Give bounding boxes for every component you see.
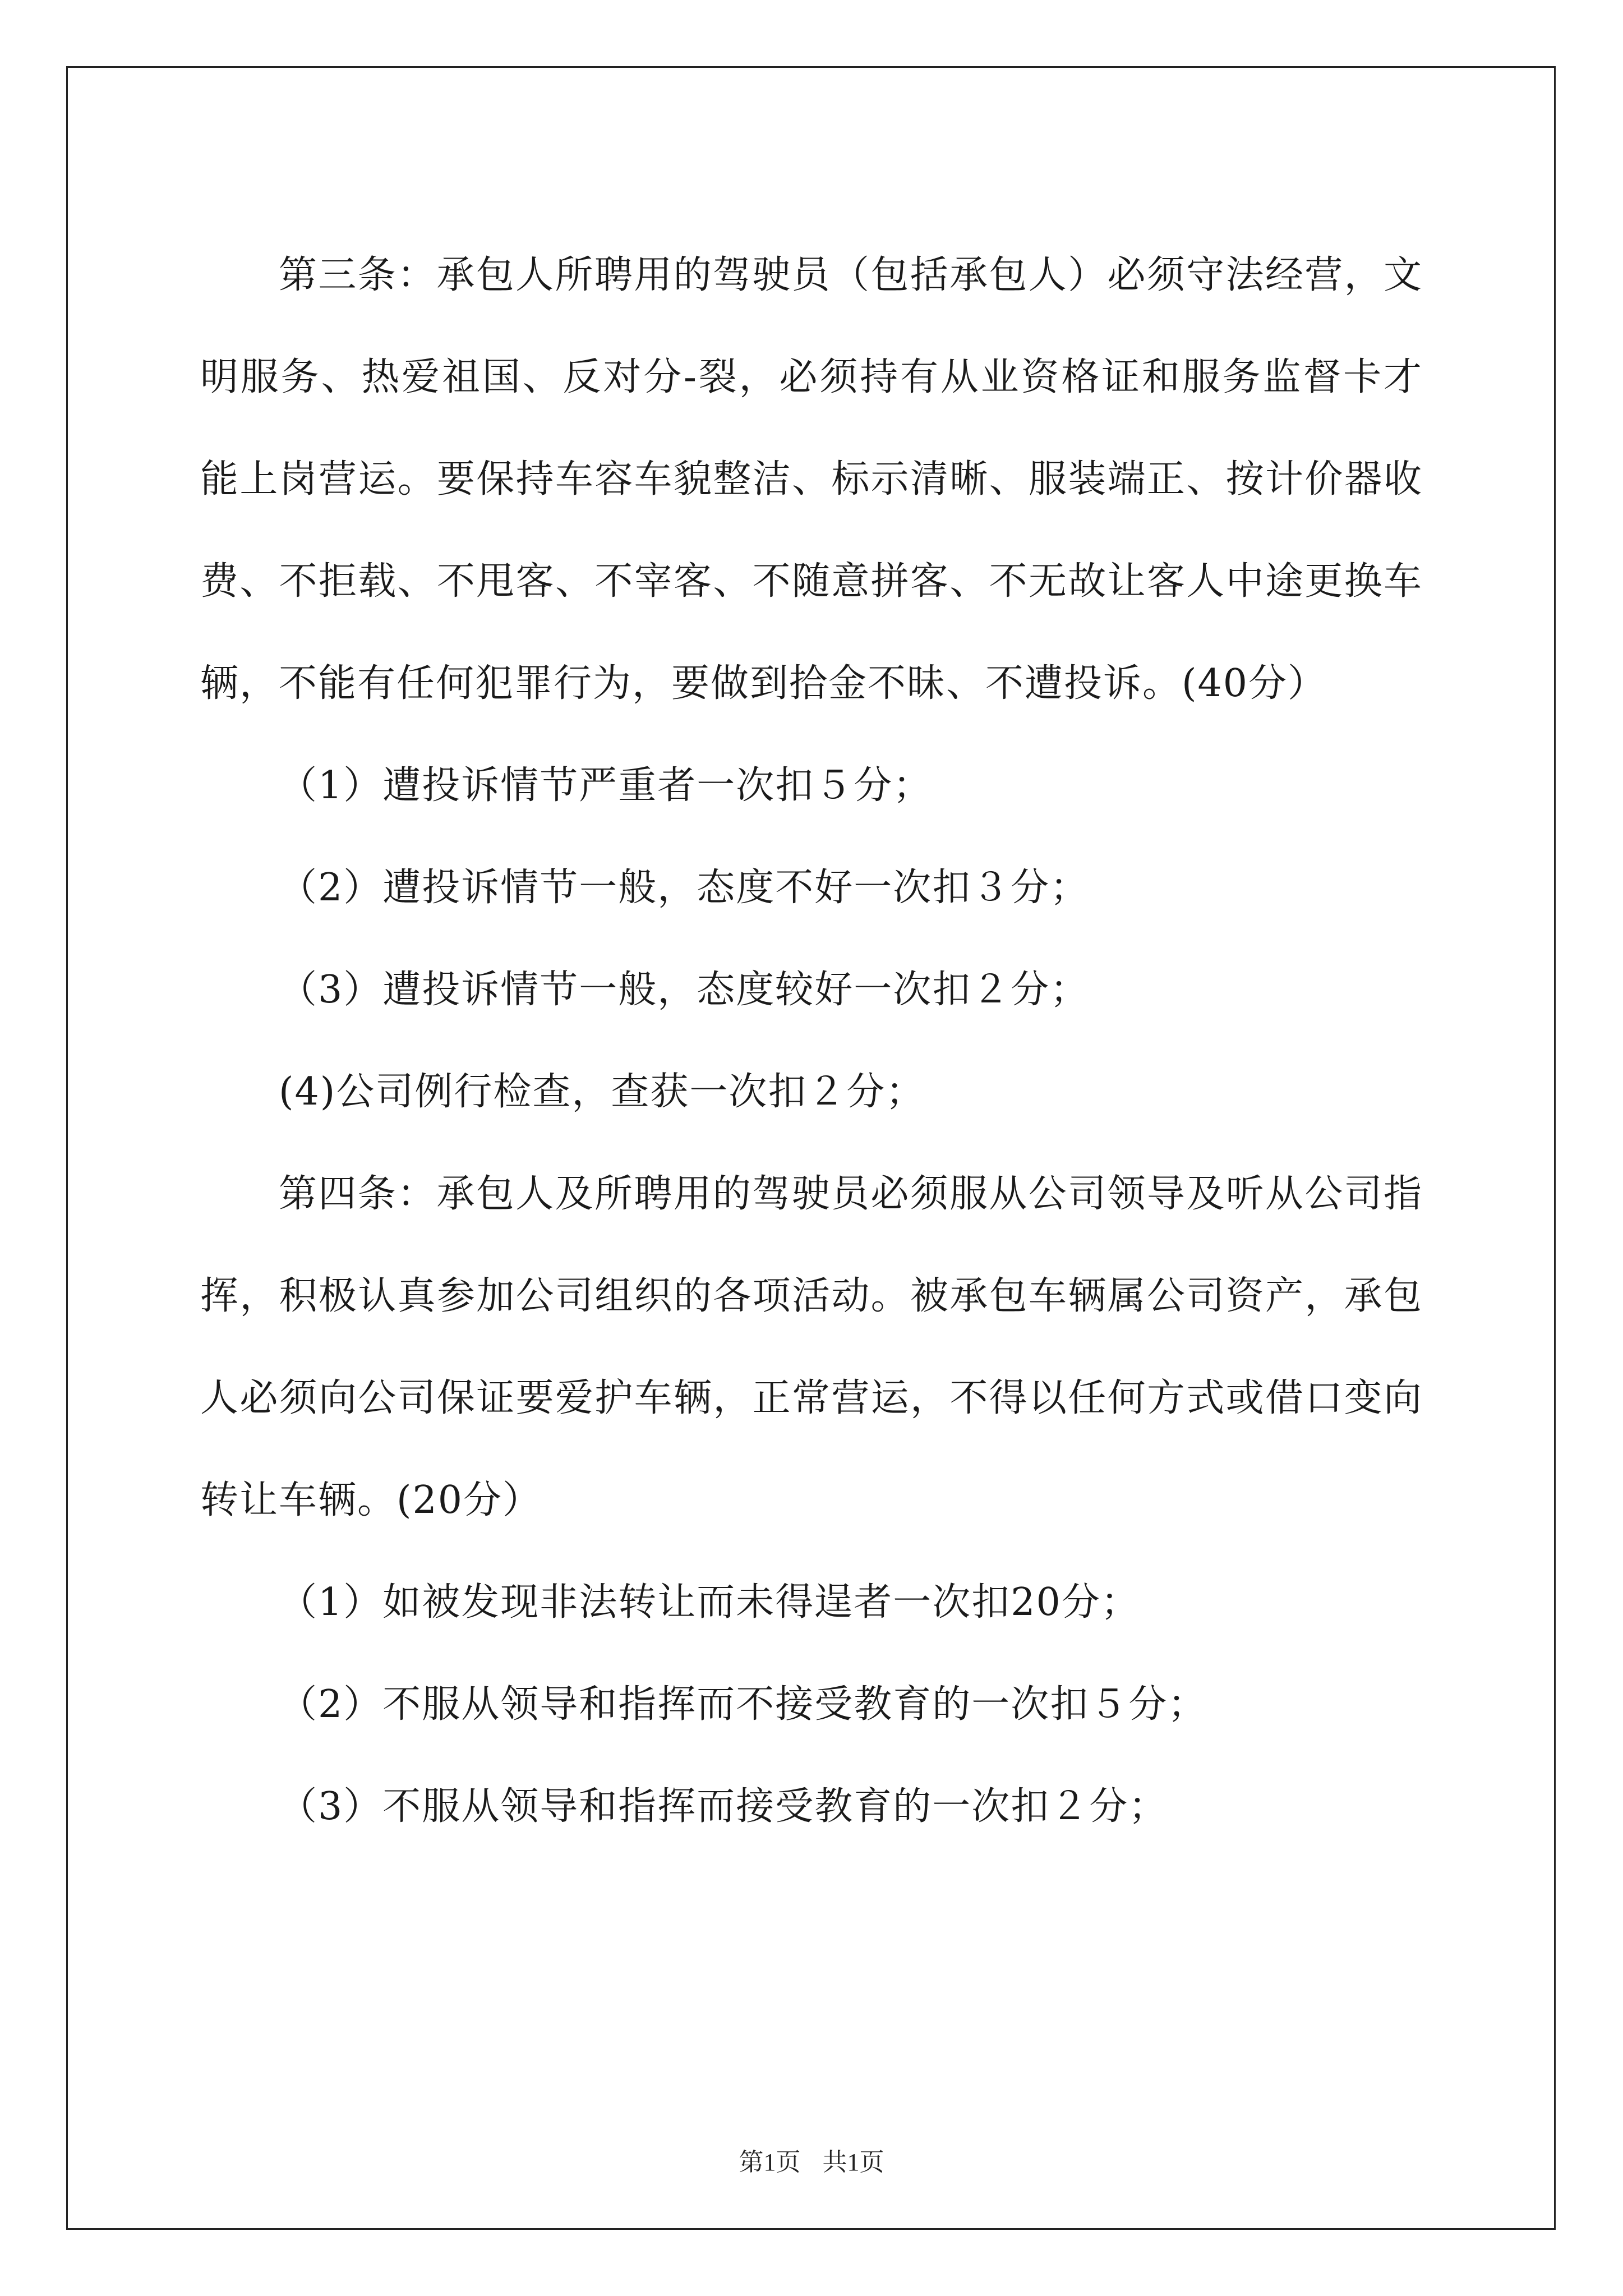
article-3-item-2: （2）遭投诉情节一般，态度不好一次扣３分； xyxy=(279,866,1090,910)
article-3-item-4: (4)公司例行检查，查获一次扣２分； xyxy=(279,1070,925,1114)
article-3-paragraph: 第三条：承包人所聘用的驾驶员（包括承包人）必须守法经营，文明服务、热爱祖国、反对分-裂，必须持有从业资格证和服务监督卡才能上岗营运。要保持车容车貌整洁、标示清晰、服装端正、按计价器收费、不拒载、不甩客、不宰客、不随意拼客、不无故让客人中途更换车辆，不能有任何犯罪行为，要做到拾金不昧、不遭投诉。(40分） xyxy=(200,253,1423,706)
document-body xyxy=(200,224,1423,1858)
article-4-item-3: （3）不服从领导和指挥而接受教育的一次扣２分； xyxy=(279,1784,1168,1829)
page-number: 第1页 xyxy=(739,2148,801,2176)
article-3-item-3: （3）遭投诉情节一般，态度较好一次扣２分； xyxy=(279,968,1090,1012)
article-3-item-1: （1）遭投诉情节严重者一次扣５分； xyxy=(279,763,933,808)
article-4-item-2: （2）不服从领导和指挥而不接受教育的一次扣５分； xyxy=(279,1682,1207,1727)
article-4-paragraph: 第四条：承包人及所聘用的驾驶员必须服从公司领导及听从公司指挥，积极认真参加公司组织的各项活动。被承包车辆属公司资产，承包人必须向公司保证要爱护车辆，正常营运，不得以任何方式或借口变向转让车辆。(20分） xyxy=(200,1172,1423,1522)
page-footer xyxy=(0,2142,1623,2178)
page-total: 共1页 xyxy=(822,2148,884,2176)
article-4-item-1: （1）如被发现非法转让而未得逞者一次扣20分； xyxy=(279,1580,1140,1625)
